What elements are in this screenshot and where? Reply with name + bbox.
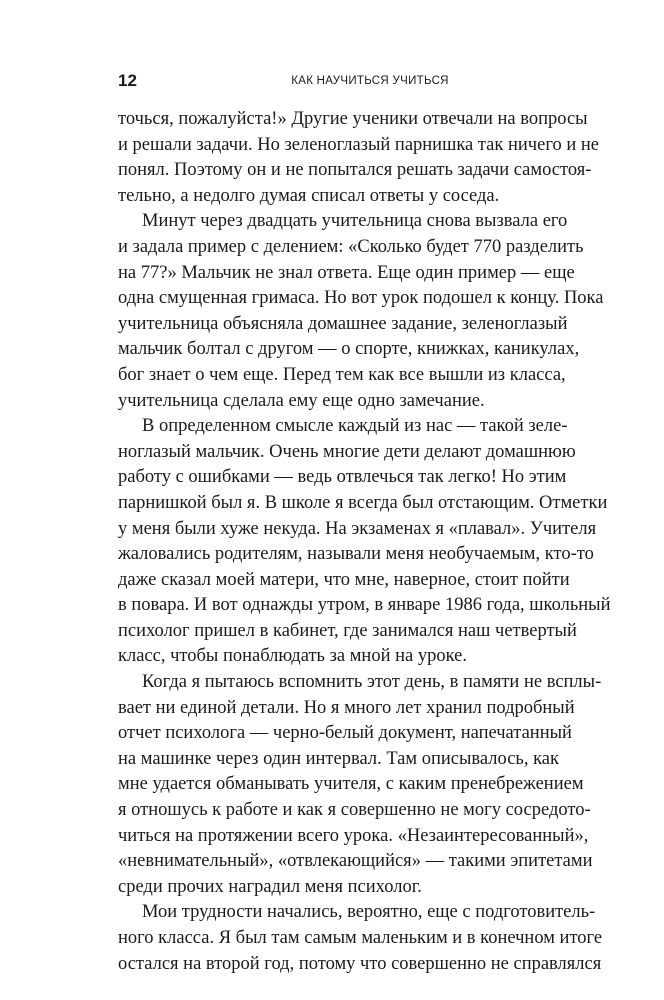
paragraph (118, 900, 603, 977)
text-line: психолог пришел в кабинет, где занимался наш четвертый (118, 620, 577, 641)
text-line: мальчик болтал с другом — о спорте, книжках, каникулах, (118, 339, 580, 360)
page-number: 12 (118, 71, 137, 90)
text-line: среди прочих наградил меня психолог. (118, 876, 422, 897)
text-line: парнишкой был я. В школе я всегда был отстающим. Отметки (118, 492, 608, 513)
text-line: класс, чтобы понаблюдать за мной на уроке. (118, 646, 467, 667)
text-line: В определенном смысле каждый из нас — такой зеле- (142, 416, 568, 437)
text-line: тельно, а недолго думая списал ответы у соседа. (118, 185, 500, 206)
text-line: бог знает о чем еще. Перед тем как все вышли из класса, (118, 364, 566, 385)
text-line: Минут через двадцать учительница снова вызвала его (142, 211, 568, 232)
text-line: в повара. И вот однажды утром, в январе 1986 года, школьный (118, 595, 611, 616)
paragraph (118, 209, 604, 414)
text-line: у меня были хуже некуда. На экзаменах я «плавал». Учителя (118, 518, 597, 539)
text-line: понял. Поэтому он и не попытался решать задачи самостоя- (118, 160, 592, 181)
text-line: на машинке через один интервал. Там описывалось, как (118, 748, 560, 769)
text-line: и задала пример с делением: «Сколько будет 770 разделить (118, 236, 584, 257)
text-line: учительница сделала ему еще одно замечание. (118, 390, 485, 411)
text-line: остался на второй год, потому что совершенно не справлялся (118, 953, 602, 974)
paragraph (118, 414, 611, 670)
text-line: отчет психолога — черно-белый документ, напечатанный (118, 723, 572, 744)
text-line: работу с ошибками — ведь отвлечься так легко! Но этим (118, 467, 567, 488)
text-line: даже сказал моей матери, что мне, наверное, стоит пойти (118, 569, 570, 590)
text-line: ноглазый мальчик. Очень многие дети делают домашнюю (118, 441, 576, 462)
text-line: я отношусь к работе и как я совершенно не могу сосредото- (118, 800, 591, 821)
paragraph (118, 107, 599, 209)
text-line: жаловались родителям, называли меня необучаемым, кто-то (118, 544, 594, 565)
text-line: «невнимательный», «отвлекающийся» — такими эпитетами (118, 851, 593, 872)
text-line: Когда я пытаюсь вспомнить этот день, в памяти не всплы- (142, 672, 602, 693)
paragraph (118, 670, 602, 900)
body-text (118, 107, 611, 977)
text-line: точься, пожалуйста!» Другие ученики отвечали на вопросы (118, 109, 588, 129)
text-line: вает ни единой детали. Но я много лет хранил подробный (118, 697, 575, 718)
text-line: Мои трудности начались, вероятно, еще с подготовитель- (142, 902, 596, 923)
text-line: ного класса. Я был там самым маленьким и в конечном итоге (118, 928, 603, 948)
text-line: мне удается обманывать учителя, с каким пренебрежением (118, 774, 584, 795)
running-header: КАК НАУЧИТЬСЯ УЧИТЬСЯ (291, 75, 449, 87)
text-line: читься на протяжении всего урока. «Незаинтересованный», (118, 825, 589, 846)
text-line: на 77?» Мальчик не знал ответа. Еще один пример — еще (118, 262, 575, 283)
text-line: учительница объясняла домашнее задание, зеленоглазый (118, 313, 568, 334)
text-line: одна смущенная гримаса. Но вот урок подошел к концу. Пока (118, 288, 604, 309)
text-line: и решали задачи. Но зеленоглазый парнишка так ничего и не (118, 134, 599, 155)
